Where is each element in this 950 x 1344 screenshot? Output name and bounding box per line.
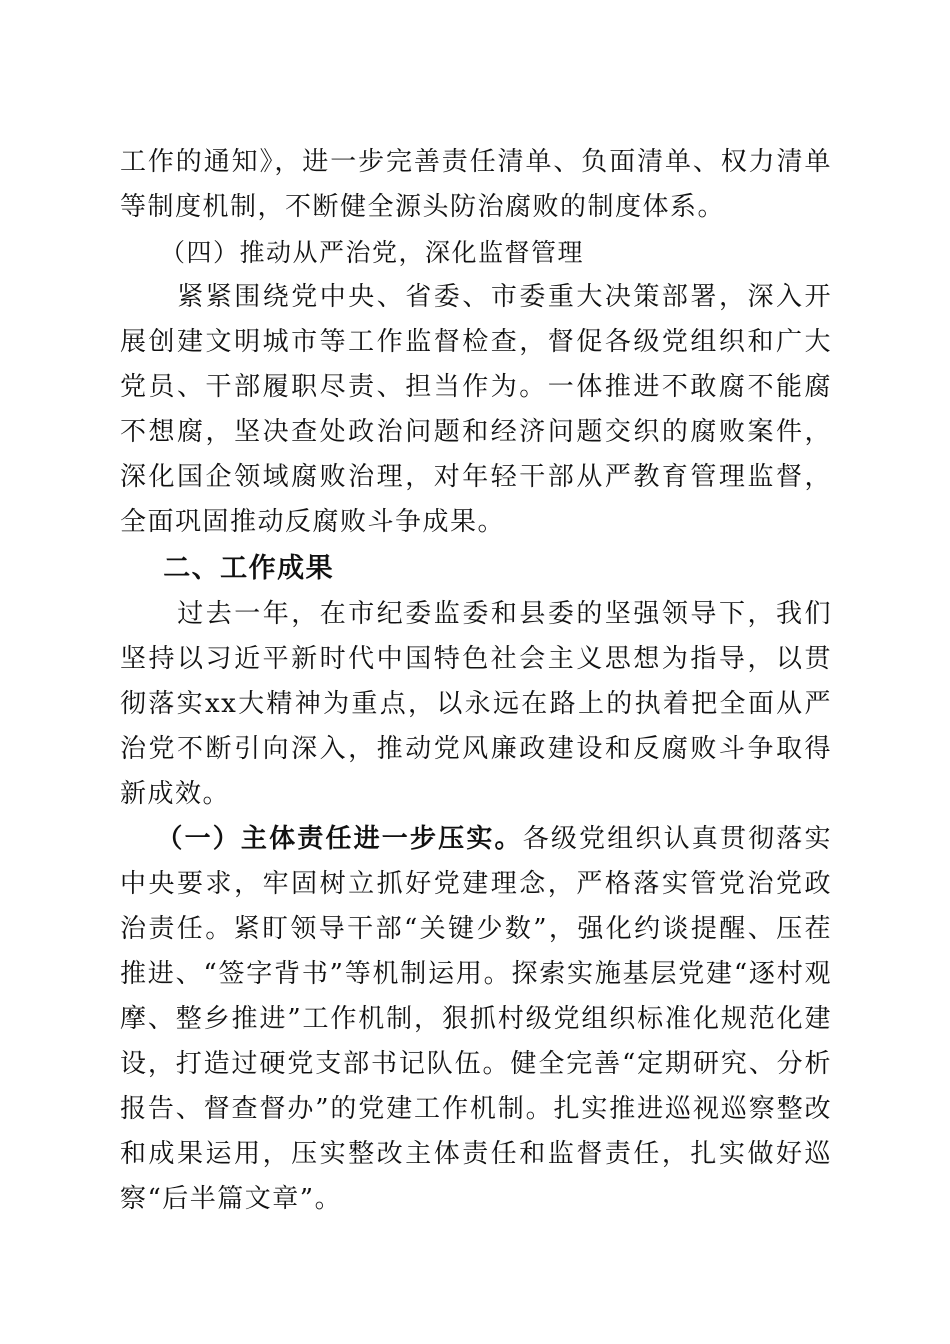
paragraph-supervision: 紧紧围绕党中央、省委、市委重大决策部署，深入开展创建文明城市等工作监督检查，督促各级党组织和广大党员、干部履职尽责、担当作为。一体推进不敢腐不能腐不想腐，坚决查处政治问题和经济问题交织的腐败案件，深化国企领域腐败治理，对年轻干部从严教育管理监督，全面巩固推动反腐败斗争成果。 — [120, 282, 832, 537]
paragraph-main-responsibility — [120, 817, 832, 1222]
paragraph-body: 各级党组织认真贯彻落实中央要求，牢固树立抓好党建理念，严格落实管党治党政治责任。紧盯领导干部“关键少数”，强化约谈提醒、压茬推进、“签字背书”等机制运用。探索实施基层党建“逐村观摩、整乡推进”工作机制，狠抓村级党组织标准化规范化建设，打造过硬党支部书记队伍。健全完善“定期研究、分析报告、督查督办”的党建工作机制。扎实推进巡视巡察整改和成果运用，压实整改主体责任和监督责任，扎实做好巡察“后半篇文章”。 — [120, 824, 832, 1214]
paragraph-continuation: 工作的通知》，进一步完善责任清单、负面清单、权力清单等制度机制，不断健全源头防治腐败的制度体系。 — [120, 147, 832, 222]
document-body — [120, 140, 832, 1222]
subheading-four: （四）推动从严治党，深化监督管理 — [160, 238, 585, 267]
paragraph-summary: 过去一年，在市纪委监委和县委的坚强领导下，我们坚持以习近平新时代中国特色社会主义思想为指导，以贯彻落实xx大精神为重点，以永远在路上的执着把全面从严治党不断引向深入，推动党风廉政建设和反腐败斗争取得新成效。 — [120, 599, 832, 809]
section-heading-results: 二、工作成果 — [163, 553, 335, 584]
paragraph-lead: （一）主体责任进一步压实。 — [156, 824, 523, 854]
